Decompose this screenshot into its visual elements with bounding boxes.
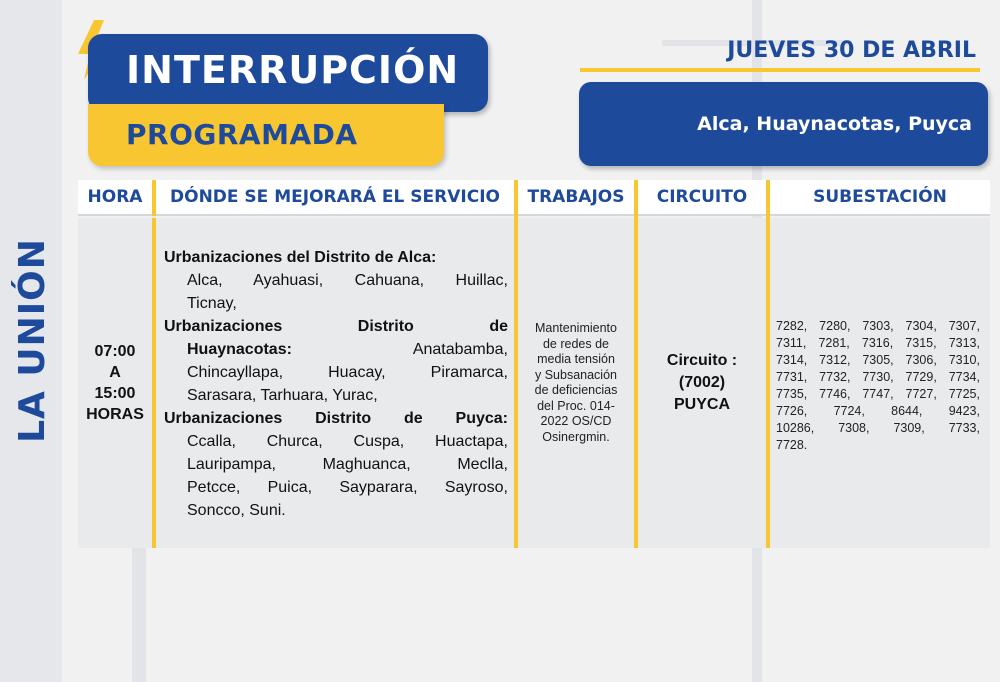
subestacion-code: 7313, (948, 336, 980, 350)
subestacion-code: 7306, (905, 353, 937, 367)
subestacion-code: 7735, (776, 387, 808, 401)
subestacion-code: 10286, (776, 421, 815, 435)
subestacion-code: 7727, (905, 387, 937, 401)
cell-hora (78, 218, 152, 548)
circuito-label: Circuito : (666, 352, 738, 369)
subestacion-code: 7728. (776, 438, 808, 452)
trabajos-line: del Proc. 014- (537, 398, 615, 413)
huaynacotas-list-line: Chincayllapa, Huacay, Piramarca, (187, 364, 508, 381)
subestacion-row (776, 386, 980, 403)
huaynacotas-heading-part: Huaynacotas: (187, 341, 292, 358)
subestacion-code: 8644, (891, 404, 923, 418)
subestacion-code: 7310, (948, 353, 980, 367)
subestacion-code: 7316, (861, 336, 894, 350)
huaynacotas-heading-part: Urbanizaciones (164, 318, 283, 335)
date-label: JUEVES 30 DE ABRIL (727, 38, 976, 63)
subestacion-row (776, 437, 980, 454)
places-text: Alca, Huaynacotas, Puyca (697, 113, 972, 135)
column-separator (634, 180, 638, 548)
subestacion-code: 7729, (905, 370, 937, 384)
puyca-heading: Urbanizaciones Distrito de Puyca: (164, 410, 508, 427)
header-donde: DÓNDE SE MEJORARÁ EL SERVICIO (156, 180, 514, 216)
hora-end: 15:00 (94, 385, 136, 402)
subestacion-code: 7734, (948, 370, 980, 384)
puyca-list-line: Petcce, Puica, Sayparara, Sayroso, (187, 479, 508, 496)
hora-a: A (109, 364, 121, 381)
huaynacotas-heading (164, 315, 508, 338)
subestacion-code: 7724, (833, 404, 865, 418)
column-separator (152, 180, 156, 216)
subestacion-row (776, 369, 980, 386)
subestacion-code: 7315, (905, 336, 937, 350)
huaynacotas-list-first: Anatabamba, (412, 341, 508, 358)
subestacion-code: 7307, (948, 319, 980, 333)
title-line1: INTERRUPCIÓN (126, 48, 460, 92)
trabajos-line: Mantenimiento (534, 321, 617, 335)
subestacion-code: 7304, (905, 319, 937, 333)
subtitle-banner (88, 104, 444, 166)
title-line2: PROGRAMADA (126, 118, 358, 151)
circuito-name: PUYCA (673, 396, 730, 413)
huaynacotas-heading-part: de (489, 318, 508, 335)
alca-heading: Urbanizaciones del Distrito de Alca: (164, 249, 437, 266)
alca-list-line: Ticnay, (187, 295, 237, 312)
subestacion-code: 7305, (862, 353, 894, 367)
header-hora: HORA (78, 180, 152, 216)
subestacion-code: 7733, (948, 421, 980, 435)
column-separator (766, 180, 770, 548)
title-banner (88, 34, 488, 112)
puyca-list-line: Soncco, Suni. (187, 502, 286, 519)
subestacion-list (770, 218, 990, 454)
subestacion-code: 7726, (776, 404, 808, 418)
cell-circuito (638, 218, 766, 548)
places-banner (579, 82, 988, 166)
subestacion-row (776, 403, 980, 420)
cell-trabajos (518, 218, 634, 548)
subestacion-row (776, 335, 980, 352)
subestacion-code: 7282, (776, 319, 808, 333)
subestacion-code: 7746, (819, 387, 851, 401)
subestacion-row (776, 420, 980, 437)
date-underline (580, 68, 980, 72)
column-separator (514, 180, 518, 548)
subestacion-code: 7309, (893, 421, 925, 435)
alca-list-line: Alca, Ayahuasi, Cahuana, Huillac, (187, 272, 508, 289)
circuito-code: (7002) (678, 374, 726, 391)
trabajos-line: y Subsanación (534, 367, 617, 382)
trabajos-line: Osinergmin. (542, 429, 610, 444)
hora-unit: HORAS (86, 406, 144, 423)
subestacion-code: 7280, (819, 319, 851, 333)
cell-donde (156, 218, 514, 548)
header-trabajos: TRABAJOS (518, 180, 634, 216)
subestacion-code: 7725, (948, 387, 980, 401)
trabajos-line: media tensión (537, 352, 615, 366)
header-circuito: CIRCUITO (638, 180, 766, 216)
subestacion-code: 7311, (776, 336, 807, 350)
subestacion-code: 7730, (862, 370, 894, 384)
subestacion-code: 7314, (776, 353, 808, 367)
huaynacotas-list-line: Sarasara, Tarhuara, Yurac, (187, 387, 378, 404)
subestacion-code: 7732, (819, 370, 851, 384)
subestacion-code: 9423, (948, 404, 980, 418)
subestacion-code: 7303, (862, 319, 894, 333)
column-separator (152, 218, 156, 548)
subestacion-code: 7731, (776, 370, 808, 384)
cell-subestacion (770, 218, 990, 548)
header-subestacion: SUBESTACIÓN (770, 180, 990, 216)
schedule-table (78, 180, 990, 548)
trabajos-line: de redes de (542, 336, 609, 351)
hora-start: 07:00 (94, 343, 136, 360)
subestacion-code: 7312, (819, 353, 851, 367)
subestacion-code: 7281, (818, 336, 850, 350)
puyca-list-line: Ccalla, Churca, Cuspa, Huactapa, (187, 433, 508, 450)
subestacion-code: 7308, (838, 421, 870, 435)
subestacion-row (776, 318, 980, 335)
trabajos-line: 2022 OS/CD (540, 414, 612, 428)
subestacion-code: 7747, (862, 387, 894, 401)
huaynacotas-heading-part: Distrito (357, 318, 414, 335)
region-text: LA UNIÓN (11, 237, 53, 443)
huaynacotas-heading-row2 (164, 338, 508, 361)
subestacion-row (776, 352, 980, 369)
region-label (6, 230, 58, 450)
trabajos-line: de deficiencias (534, 383, 618, 397)
puyca-list-line: Lauripampa, Maghuanca, Meclla, (187, 456, 508, 473)
